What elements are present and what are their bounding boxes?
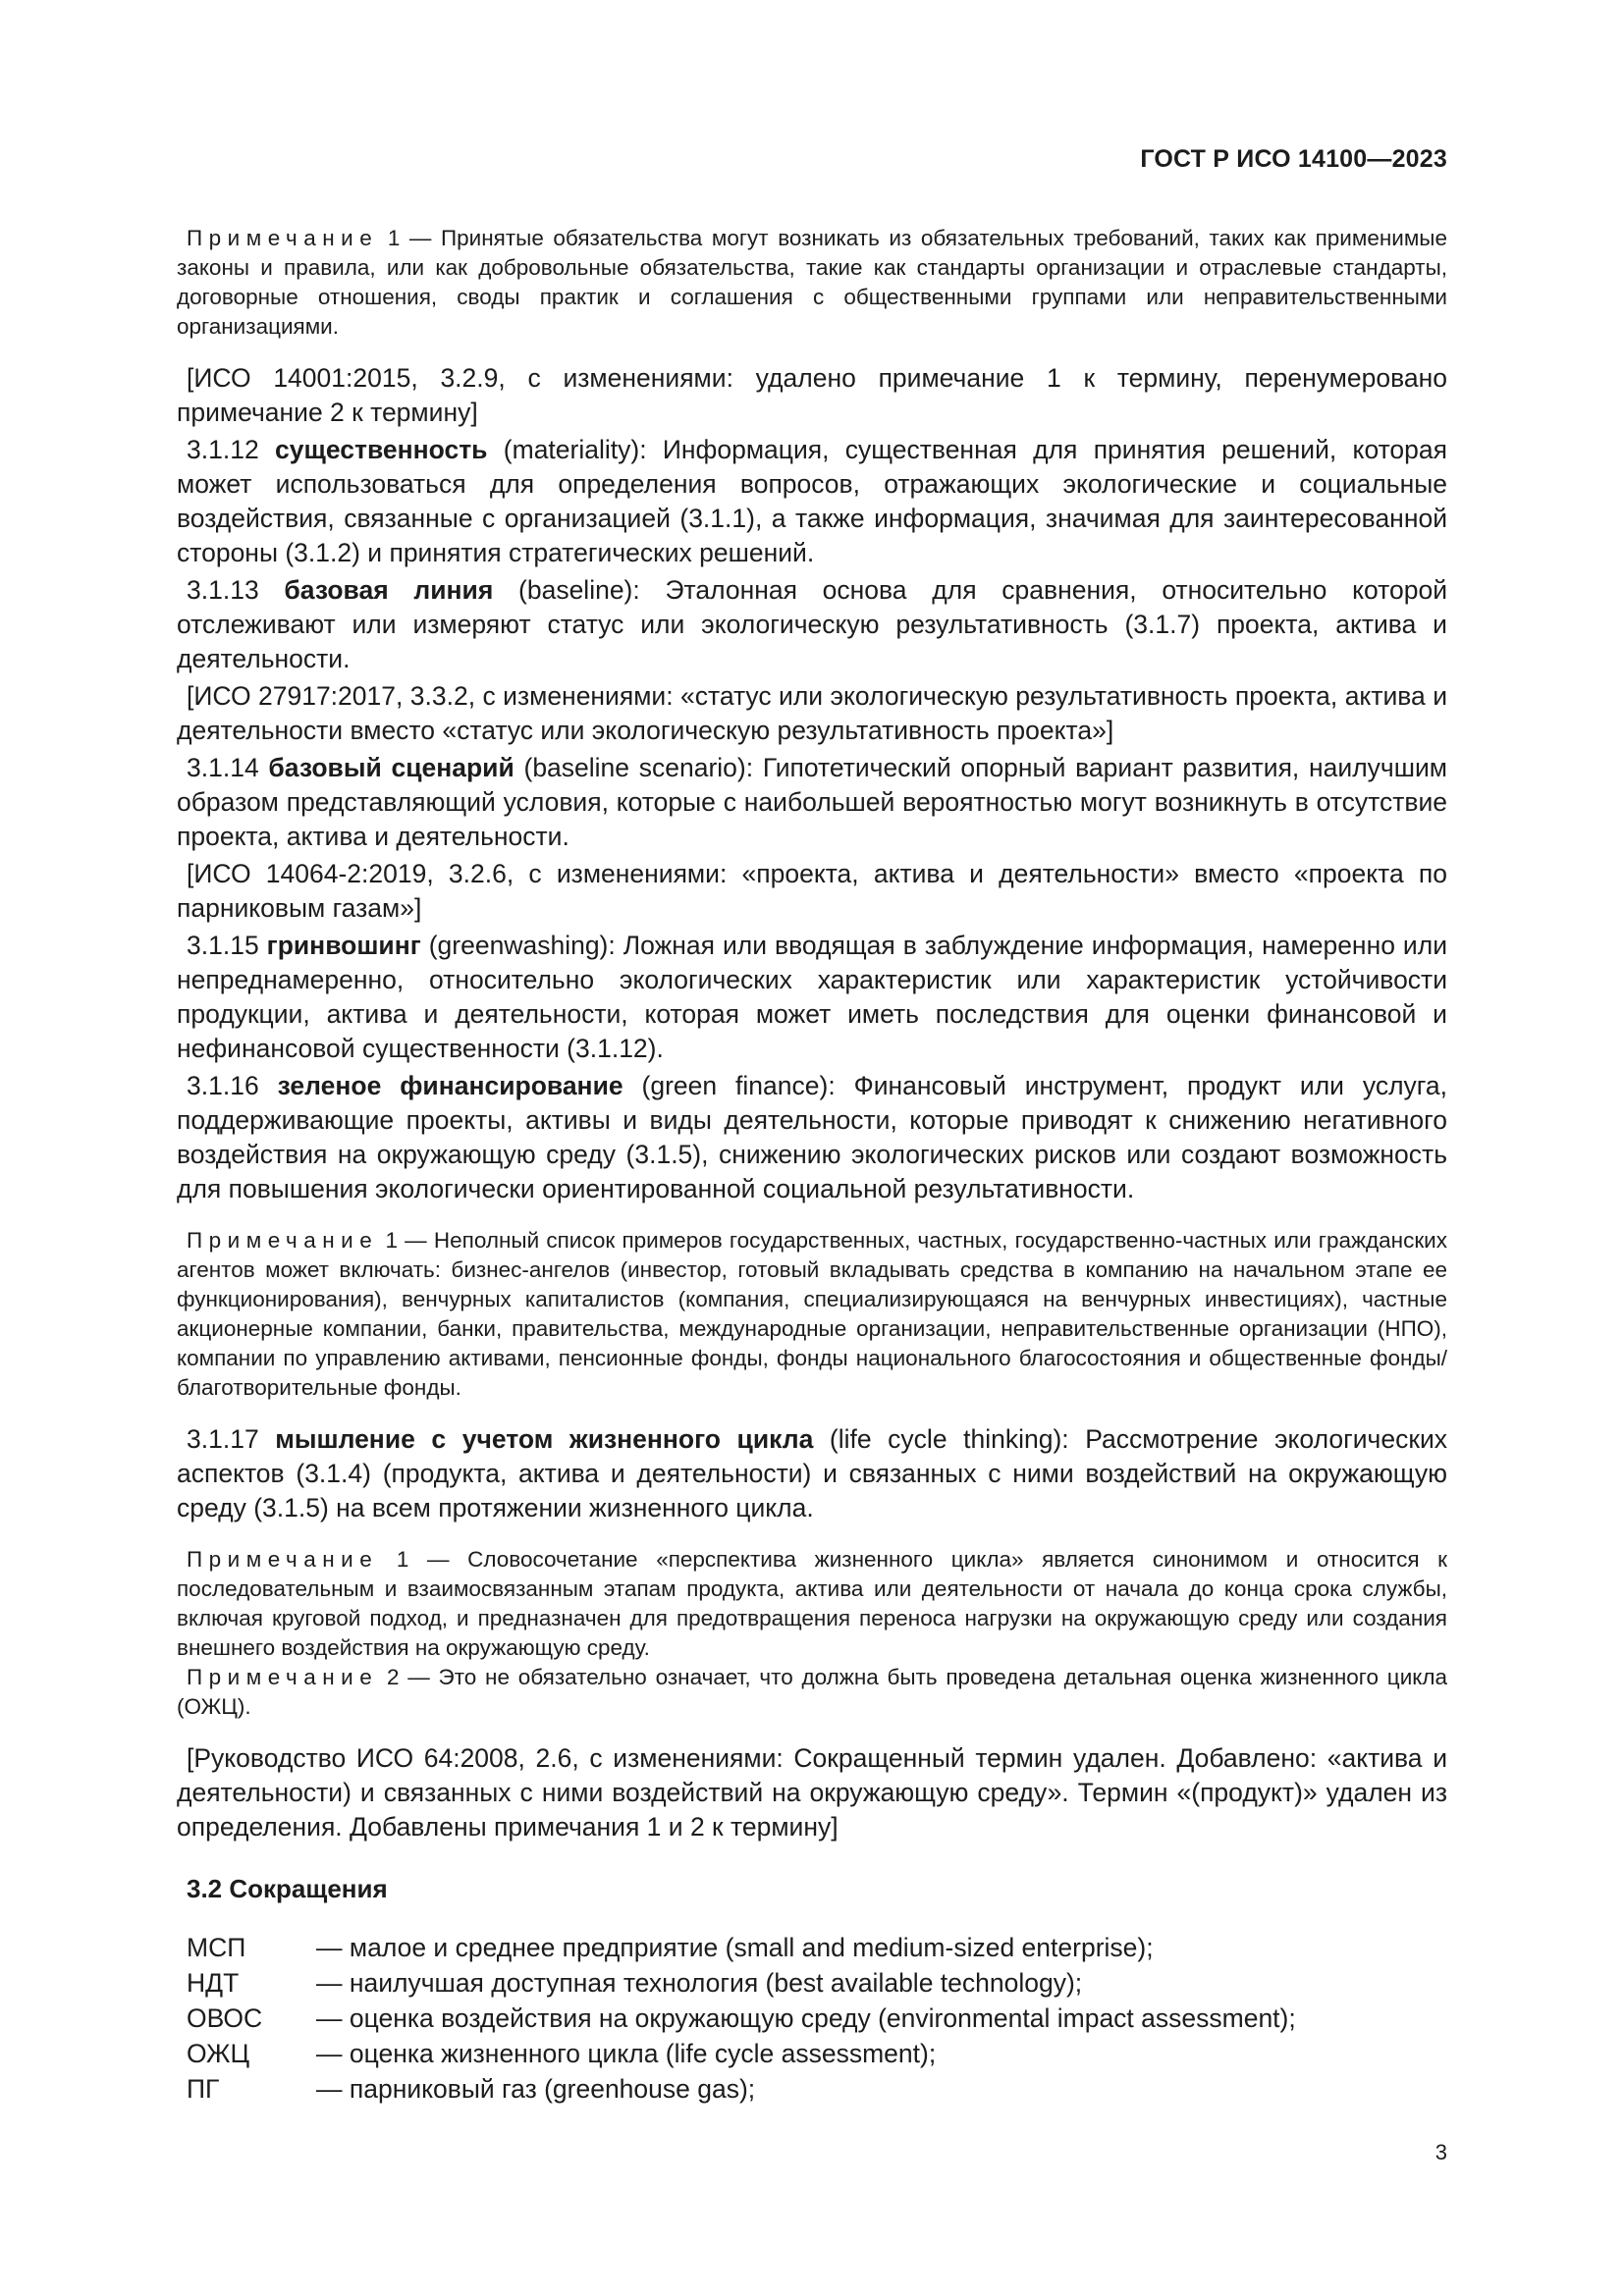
list-item <box>187 2036 1447 2071</box>
term-name: зеленое финансирование <box>277 1071 623 1100</box>
term-entry: 3.1.13 базовая линия (baseline): Эталонная основа для сравнения, относительно которой отслеживают или измеряют статус или экологическую результативность (3.1.7) проекта, актива и деятельности. <box>177 575 1447 673</box>
note-paragraph: Примечание 1 — Неполный список примеров государственных, частных, государственно-частных или гражданских агентов может включать: бизнес-ангелов (инвестор, готовый вкладывать средства в компанию на начальном этапе ее функционирования), венчурных капиталистов (компания, специализирующаяся на венчурных инвестициях), частные акционерные компании, банки, правительства, международные организации, неправительственные организации (НПО), компании по управлению активами, пенсионные фонды, фонды национального благосостояния и общественные фонды/благотворительные фонды. <box>177 1228 1447 1400</box>
term-entry: 3.1.12 существенность (materiality): Информация, существенная для принятия решений, которая может использоваться для определения вопросов, отражающих экологические и социальные воздействия, связанные с организацией (3.1.1), а также информация, значимая для заинтересованной стороны (3.1.2) и принятия стратегических решений. <box>177 435 1447 567</box>
document-body <box>177 224 1447 2107</box>
abbreviation-key: ОВОС <box>187 2003 263 2033</box>
abbreviation-value: — оценка воздействия на окружающую среду (environmental impact assessment); <box>316 2003 1296 2033</box>
note-paragraph: Примечание 1 — Принятые обязательства могут возникать из обязательных требований, таких как применимые законы и правила, или как добровольные обязательства, такие как стандарты организации и отраслевые стандарты, договорные отношения, своды практик и соглашения с общественными группами или неправительственными организациями. <box>177 226 1447 339</box>
term-name: существенность <box>275 435 488 464</box>
note-label: Примечание <box>187 1665 379 1689</box>
abbreviation-value: — оценка жизненного цикла (life cycle assessment); <box>316 2039 937 2068</box>
abbreviation-key: ОЖЦ <box>187 2039 250 2068</box>
source-reference: [ИСО 14064-2:2019, 3.2.6, с изменениями: «проекта, актива и деятельности» вместо «проекта по парниковым газам»] <box>177 859 1447 923</box>
section-title: 3.2 Сокращения <box>187 1874 388 1903</box>
note-label: Примечание <box>187 1547 379 1572</box>
note-paragraph: Примечание 2 — Это не обязательно означает, что должна быть проведена детальная оценка жизненного цикла (ОЖЦ). <box>177 1665 1447 1719</box>
abbreviation-key: МСП <box>187 1933 246 1962</box>
term-name: базовая линия <box>284 575 494 605</box>
source-reference: [ИСО 27917:2017, 3.3.2, с изменениями: «статус или экологическую результативность проекта, актива и деятельности вместо «статус или экологическую результативность проекта»] <box>177 681 1447 745</box>
list-item <box>187 1930 1447 1965</box>
term-entry: 3.1.14 базовый сценарий (baseline scenario): Гипотетический опорный вариант развития, наилучшим образом представляющий условия, которые с наибольшей вероятностью могут возникнуть в отсутствие проекта, актива и деятельности. <box>177 753 1447 851</box>
term-entry: 3.1.17 мышление с учетом жизненного цикла (life cycle thinking): Рассмотрение экологических аспектов (3.1.4) (продукта, актива и деятельности) и связанных с ними воздействий на окружающую среду (3.1.5) на всем протяжении жизненного цикла. <box>177 1424 1447 1522</box>
page-number: 3 <box>1435 2140 1447 2164</box>
abbreviation-value: — парниковый газ (greenhouse gas); <box>316 2074 756 2104</box>
document-header: ГОСТ Р ИСО 14100—2023 <box>1140 145 1447 173</box>
list-item <box>187 2001 1447 2036</box>
note-label: Примечание <box>187 226 379 250</box>
list-item <box>187 1965 1447 2001</box>
abbreviation-list <box>177 1930 1447 2107</box>
term-name: гринвошинг <box>266 931 421 960</box>
source-reference: [ИСО 14001:2015, 3.2.9, с изменениями: удалено примечание 1 к термину, перенумеровано примечание 2 к термину] <box>177 363 1447 427</box>
term-name: базовый сценарий <box>268 753 514 782</box>
document-page <box>177 0 1447 2296</box>
term-entry: 3.1.15 гринвошинг (greenwashing): Ложная или вводящая в заблуждение информация, намеренно или непреднамеренно, относительно экологических характеристик или характеристик устойчивости продукции, актива и деятельности, которая может иметь последствия для оценки финансовой и нефинансовой существенности (3.1.12). <box>177 931 1447 1063</box>
note-paragraph: Примечание 1 — Словосочетание «перспектива жизненного цикла» является синонимом и относится к последовательным и взаимосвязанным этапам продукта, актива или деятельности от начала до конца срока службы, включая круговой подход, и предназначен для предотвращения переноса нагрузки на окружающую среду или создания внешнего воздействия на окружающую среду. <box>177 1547 1447 1660</box>
source-reference: [Руководство ИСО 64:2008, 2.6, с изменениями: Сокращенный термин удален. Добавлено: «актива и деятельности) и связанных с ними воздействий на окружающую среду». Термин «(продукт)» удален из определения. Добавлены примечания 1 и 2 к термину] <box>177 1743 1447 1842</box>
note-label: Примечание <box>187 1228 379 1253</box>
term-name: мышление с учетом жизненного цикла <box>275 1424 814 1454</box>
abbreviation-key: НДТ <box>187 1968 240 1998</box>
abbreviation-key: ПГ <box>187 2074 220 2104</box>
term-entry: 3.1.16 зеленое финансирование (green finance): Финансовый инструмент, продукт или услуга, поддерживающие проекты, активы и виды деятельности, которые приводят к снижению негативного воздействия на окружающую среду (3.1.5), снижению экологических рисков или создают возможность для повышения экологически ориентированной социальной результативности. <box>177 1071 1447 1203</box>
abbreviation-value: — малое и среднее предприятие (small and medium-sized enterprise); <box>316 1933 1154 1962</box>
list-item <box>187 2071 1447 2107</box>
abbreviation-value: — наилучшая доступная технология (best available technology); <box>316 1968 1083 1998</box>
